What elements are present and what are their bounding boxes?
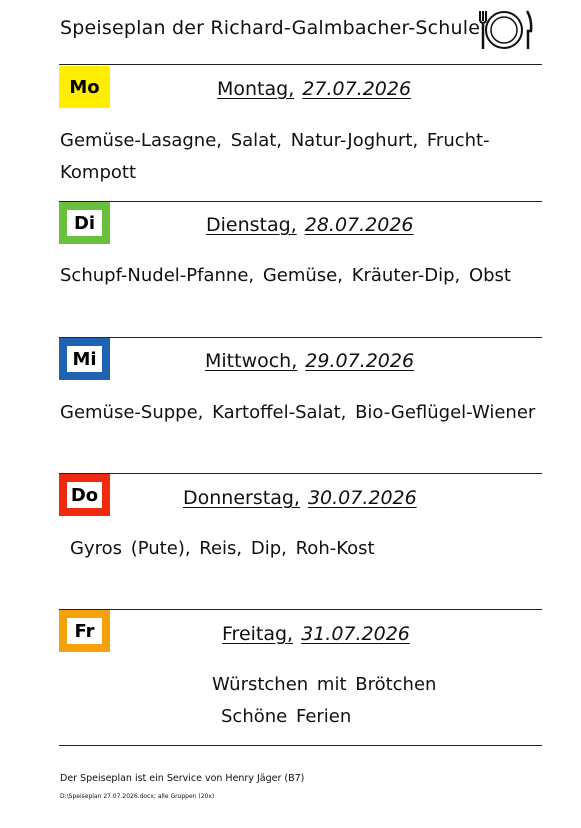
day-date: 31.07.2026 xyxy=(301,623,410,645)
menu-tuesday-line1: Schupf-Nudel-Pfanne, Gemüse, Kräuter-Dip, Obst xyxy=(60,265,511,286)
badge-label: Fr xyxy=(67,618,102,644)
day-heading-monday xyxy=(217,78,411,100)
divider xyxy=(59,201,542,202)
badge-friday xyxy=(59,610,110,652)
day-name: Montag, xyxy=(217,78,295,100)
badge-monday xyxy=(59,66,110,108)
day-heading-friday xyxy=(222,623,410,645)
day-heading-thursday xyxy=(183,487,417,509)
badge-label: Mi xyxy=(67,346,102,372)
divider xyxy=(59,337,542,338)
divider xyxy=(59,609,542,610)
day-name: Dienstag, xyxy=(206,214,297,236)
day-date: 30.07.2026 xyxy=(307,487,417,509)
badge-label: Do xyxy=(67,482,102,508)
badge-label: Di xyxy=(67,210,102,236)
day-name: Freitag, xyxy=(222,623,294,645)
divider xyxy=(59,64,542,65)
menu-wednesday-line1: Gemüse-Suppe, Kartoffel-Salat, Bio-Geflügel-Wiener xyxy=(60,402,536,423)
day-heading-wednesday xyxy=(205,350,414,372)
divider xyxy=(59,473,542,474)
day-name: Mittwoch, xyxy=(205,350,298,372)
menu-friday-line2: Schöne Ferien xyxy=(221,706,352,727)
divider xyxy=(59,745,542,746)
day-name: Donnerstag, xyxy=(183,487,300,509)
menu-thursday-line1: Gyros (Pute), Reis, Dip, Roh-Kost xyxy=(70,538,375,559)
day-date: 27.07.2026 xyxy=(302,78,412,100)
cutlery-icon xyxy=(476,9,534,51)
badge-tuesday xyxy=(59,202,110,244)
page-title: Speiseplan der Richard-Galmbacher-Schule xyxy=(60,17,481,39)
footer-file-path: D:\Speiseplan 27.07.2026.docx; alle Gruppen (20x) xyxy=(60,793,215,800)
day-heading-tuesday xyxy=(206,214,414,236)
menu-monday-line2: Kompott xyxy=(60,162,137,183)
menu-monday-line1: Gemüse-Lasagne, Salat, Natur-Joghurt, Frucht- xyxy=(60,130,490,151)
badge-label: Mo xyxy=(69,76,100,98)
footer-service-note: Der Speiseplan ist ein Service von Henry Jäger (B7) xyxy=(60,773,305,784)
day-date: 28.07.2026 xyxy=(304,214,414,236)
menu-friday-line1: Würstchen mit Brötchen xyxy=(212,674,437,695)
badge-thursday xyxy=(59,474,110,516)
day-date: 29.07.2026 xyxy=(305,350,415,372)
badge-wednesday xyxy=(59,338,110,380)
